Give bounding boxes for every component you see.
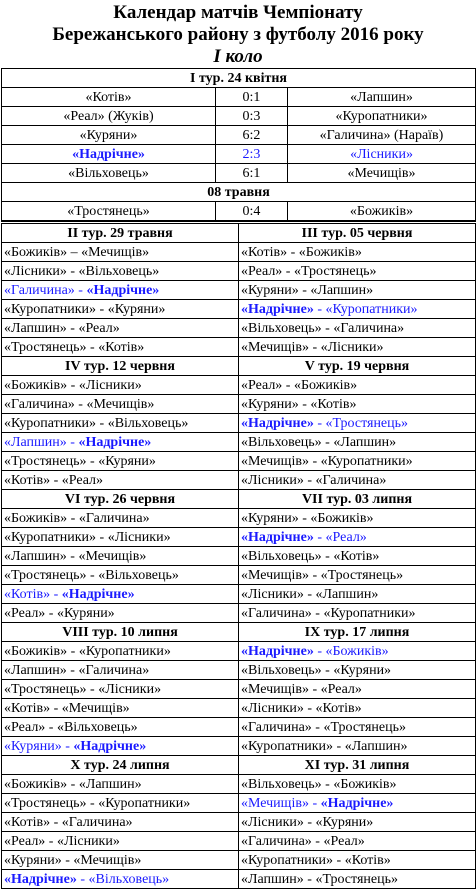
first-round-table: [1, 68, 476, 221]
highlight-team-name: «Надрічне»: [78, 434, 152, 450]
fixture-left: «Надрічне» - «Вільховець»: [2, 870, 239, 889]
away-team: «Куропатники»: [288, 107, 476, 126]
fixture-right: «Мечищів» - «Лісники»: [239, 338, 476, 357]
fixture-row: [2, 566, 476, 585]
away-team: «Мечищів»: [288, 164, 476, 183]
round-header: І тур. 24 квітня: [2, 69, 476, 88]
fixture-right: «Мечищів» - «Надрічне»: [239, 794, 476, 813]
fixture-right: «Надрічне» - «Куропатники»: [239, 300, 476, 319]
fixture-row: [2, 414, 476, 433]
match-row: [2, 164, 476, 183]
fixture-right: «Реал» - «Тростянець»: [239, 262, 476, 281]
match-score: 6:1: [216, 164, 288, 183]
rounds-table: [1, 221, 476, 889]
round-header-right: XI тур. 31 липня: [239, 756, 476, 775]
fixture-left: «Котів» - «Реал»: [2, 471, 239, 490]
round-header-right: V тур. 19 червня: [239, 357, 476, 376]
fixture-row: [2, 243, 476, 262]
fixture-row: [2, 813, 476, 832]
away-team: «Галичина» (Нараїв): [288, 126, 476, 145]
round-header-right: ІІІ тур. 05 червня: [239, 223, 476, 243]
fixture-right: «Галичина» - «Тростянець»: [239, 718, 476, 737]
fixture-row: [2, 509, 476, 528]
match-score: 0:4: [216, 202, 288, 221]
home-team: «Куряни»: [2, 126, 216, 145]
fixture-right: «Мечищів» - «Тростянець»: [239, 566, 476, 585]
fixture-right: «Вільховець» - «Куряни»: [239, 661, 476, 680]
fixture-left: «Галичина» - «Надрічне»: [2, 281, 239, 300]
fixture-right: «Куряни» - «Божиків»: [239, 509, 476, 528]
fixture-left: «Лісники» - «Вільховець»: [2, 262, 239, 281]
fixture-right: «Котів» - «Божиків»: [239, 243, 476, 262]
fixture-right: «Вільховець» - «Лапшин»: [239, 433, 476, 452]
fixture-row: [2, 870, 476, 889]
highlight-team-name: «Надрічне»: [241, 415, 314, 431]
fixture-right: «Реал» - «Божиків»: [239, 376, 476, 395]
away-team: «Божиків»: [288, 202, 476, 221]
fixture-left: «Тростянець» - «Котів»: [2, 338, 239, 357]
fixture-left: «Куряни» - «Надрічне»: [2, 737, 239, 756]
round-header-left: ІІ тур. 29 травня: [2, 223, 239, 243]
round-header-left: VIIІ тур. 10 липня: [2, 623, 239, 642]
home-team: «Надрічне»: [2, 145, 216, 164]
fixture-row: [2, 642, 476, 661]
fixture-right: «Лісники» - «Куряни»: [239, 813, 476, 832]
match-score: 0:1: [216, 88, 288, 107]
fixture-right: «Мечищів» - «Куропатники»: [239, 452, 476, 471]
fixture-left: «Лапшин» - «Галичина»: [2, 661, 239, 680]
highlight-team-name: «Надрічне»: [320, 795, 394, 811]
fixture-right: «Мечищів» - «Реал»: [239, 680, 476, 699]
home-team: «Тростянець»: [2, 202, 216, 221]
match-score: 2:3: [216, 145, 288, 164]
fixture-left: «Котів» - «Галичина»: [2, 813, 239, 832]
fixture-left: «Куропатники» - «Лісники»: [2, 528, 239, 547]
fixture-right: «Вільховець» - «Котів»: [239, 547, 476, 566]
fixture-row: [2, 281, 476, 300]
match-row: [2, 145, 476, 164]
fixture-right: «Лісники» - «Галичина»: [239, 471, 476, 490]
fixture-right: «Куропатники» - «Котів»: [239, 851, 476, 870]
highlight-team-name: «Надрічне»: [73, 738, 147, 754]
away-team: «Лісники»: [288, 145, 476, 164]
circle-title: І коло: [213, 46, 263, 67]
fixture-right: «Куряни» - «Котів»: [239, 395, 476, 414]
fixture-row: [2, 338, 476, 357]
fixture-left: «Божиків» - «Лапшин»: [2, 775, 239, 794]
fixture-row: [2, 832, 476, 851]
fixture-left: «Тростянець» - «Куропатники»: [2, 794, 239, 813]
fixture-left: «Тростянець» - «Куряни»: [2, 452, 239, 471]
fixture-left: «Котів» - «Надрічне»: [2, 585, 239, 604]
fixture-left: «Тростянець» - «Вільховець»: [2, 566, 239, 585]
fixture-left: «Куропатники» - «Куряни»: [2, 300, 239, 319]
fixture-row: [2, 851, 476, 870]
match-row: [2, 107, 476, 126]
fixture-left: «Галичина» - «Мечищів»: [2, 395, 239, 414]
fixture-right: «Куропатники» - «Лапшин»: [239, 737, 476, 756]
fixture-right: «Надрічне» - «Божиків»: [239, 642, 476, 661]
match-score: 0:3: [216, 107, 288, 126]
fixture-left: «Божиків» - «Лісники»: [2, 376, 239, 395]
fixture-row: [2, 528, 476, 547]
home-team: «Вільховець»: [2, 164, 216, 183]
home-team: «Котів»: [2, 88, 216, 107]
round-header-right: VIІ тур. 03 липня: [239, 490, 476, 509]
fixture-row: [2, 737, 476, 756]
fixture-right: «Куряни» - «Лапшин»: [239, 281, 476, 300]
fixture-row: [2, 547, 476, 566]
fixture-right: «Надрічне» - «Реал»: [239, 528, 476, 547]
round-header-right: IX тур. 17 липня: [239, 623, 476, 642]
fixture-row: [2, 699, 476, 718]
fixture-row: [2, 395, 476, 414]
fixture-left: «Реал» - «Лісники»: [2, 832, 239, 851]
fixture-row: [2, 794, 476, 813]
fixture-row: [2, 680, 476, 699]
fixture-left: «Божиків» - «Куропатники»: [2, 642, 239, 661]
fixture-row: [2, 604, 476, 623]
home-team: «Реал» (Жуків): [2, 107, 216, 126]
fixture-row: [2, 585, 476, 604]
fixture-row: [2, 262, 476, 281]
round-header-left: X тур. 24 липня: [2, 756, 239, 775]
fixture-row: [2, 319, 476, 338]
fixture-row: [2, 775, 476, 794]
fixture-left: «Лапшин» - «Надрічне»: [2, 433, 239, 452]
title-line-2: Бережанського району з футболу 2016 року: [52, 24, 424, 45]
highlight-team-name: «Надрічне»: [86, 282, 160, 298]
fixture-right: «Галичина» - «Куропатники»: [239, 604, 476, 623]
fixture-right: «Лісники» - «Котів»: [239, 699, 476, 718]
highlight-team-name: «Надрічне»: [241, 301, 314, 317]
fixture-right: «Вільховець» - «Божиків»: [239, 775, 476, 794]
highlight-team-name: «Надрічне»: [4, 871, 77, 887]
highlight-team-name: «Надрічне»: [241, 529, 314, 545]
fixture-row: [2, 452, 476, 471]
highlight-team-name: «Надрічне»: [61, 586, 135, 602]
fixture-left: «Божиків» - «Галичина»: [2, 509, 239, 528]
match-row: [2, 88, 476, 107]
fixture-left: «Тростянець» - «Лісники»: [2, 680, 239, 699]
fixture-left: «Лапшин» - «Реал»: [2, 319, 239, 338]
fixture-right: «Лісники» - «Лапшин»: [239, 585, 476, 604]
fixture-left: «Божиків» – «Мечищів»: [2, 243, 239, 262]
fixture-left: «Куропатники» - «Вільховець»: [2, 414, 239, 433]
fixture-left: «Куряни» - «Мечищів»: [2, 851, 239, 870]
fixture-row: [2, 471, 476, 490]
fixture-right: «Надрічне» - «Тростянець»: [239, 414, 476, 433]
fixture-row: [2, 433, 476, 452]
fixture-row: [2, 718, 476, 737]
round-header-left: IV тур. 12 червня: [2, 357, 239, 376]
fixture-row: [2, 300, 476, 319]
fixture-left: «Лапшин» - «Мечищів»: [2, 547, 239, 566]
fixture-left: «Реал» - «Вільховець»: [2, 718, 239, 737]
fixture-left: «Котів» - «Мечищів»: [2, 699, 239, 718]
match-score: 6:2: [216, 126, 288, 145]
round-header-left: VI тур. 26 червня: [2, 490, 239, 509]
fixture-right: «Вільховець» - «Галичина»: [239, 319, 476, 338]
fixture-row: [2, 661, 476, 680]
highlight-team-name: «Надрічне»: [241, 643, 314, 659]
match-row: [2, 202, 476, 221]
away-team: «Лапшин»: [288, 88, 476, 107]
title-line-1: Календар матчів Чемпіонату: [113, 2, 363, 23]
extra-date-header: 08 травня: [2, 183, 476, 202]
fixture-right: «Галичина» - «Реал»: [239, 832, 476, 851]
match-row: [2, 126, 476, 145]
fixture-right: «Лапшин» - «Тростянець»: [239, 870, 476, 889]
fixture-row: [2, 376, 476, 395]
fixture-left: «Реал» - «Куряни»: [2, 604, 239, 623]
